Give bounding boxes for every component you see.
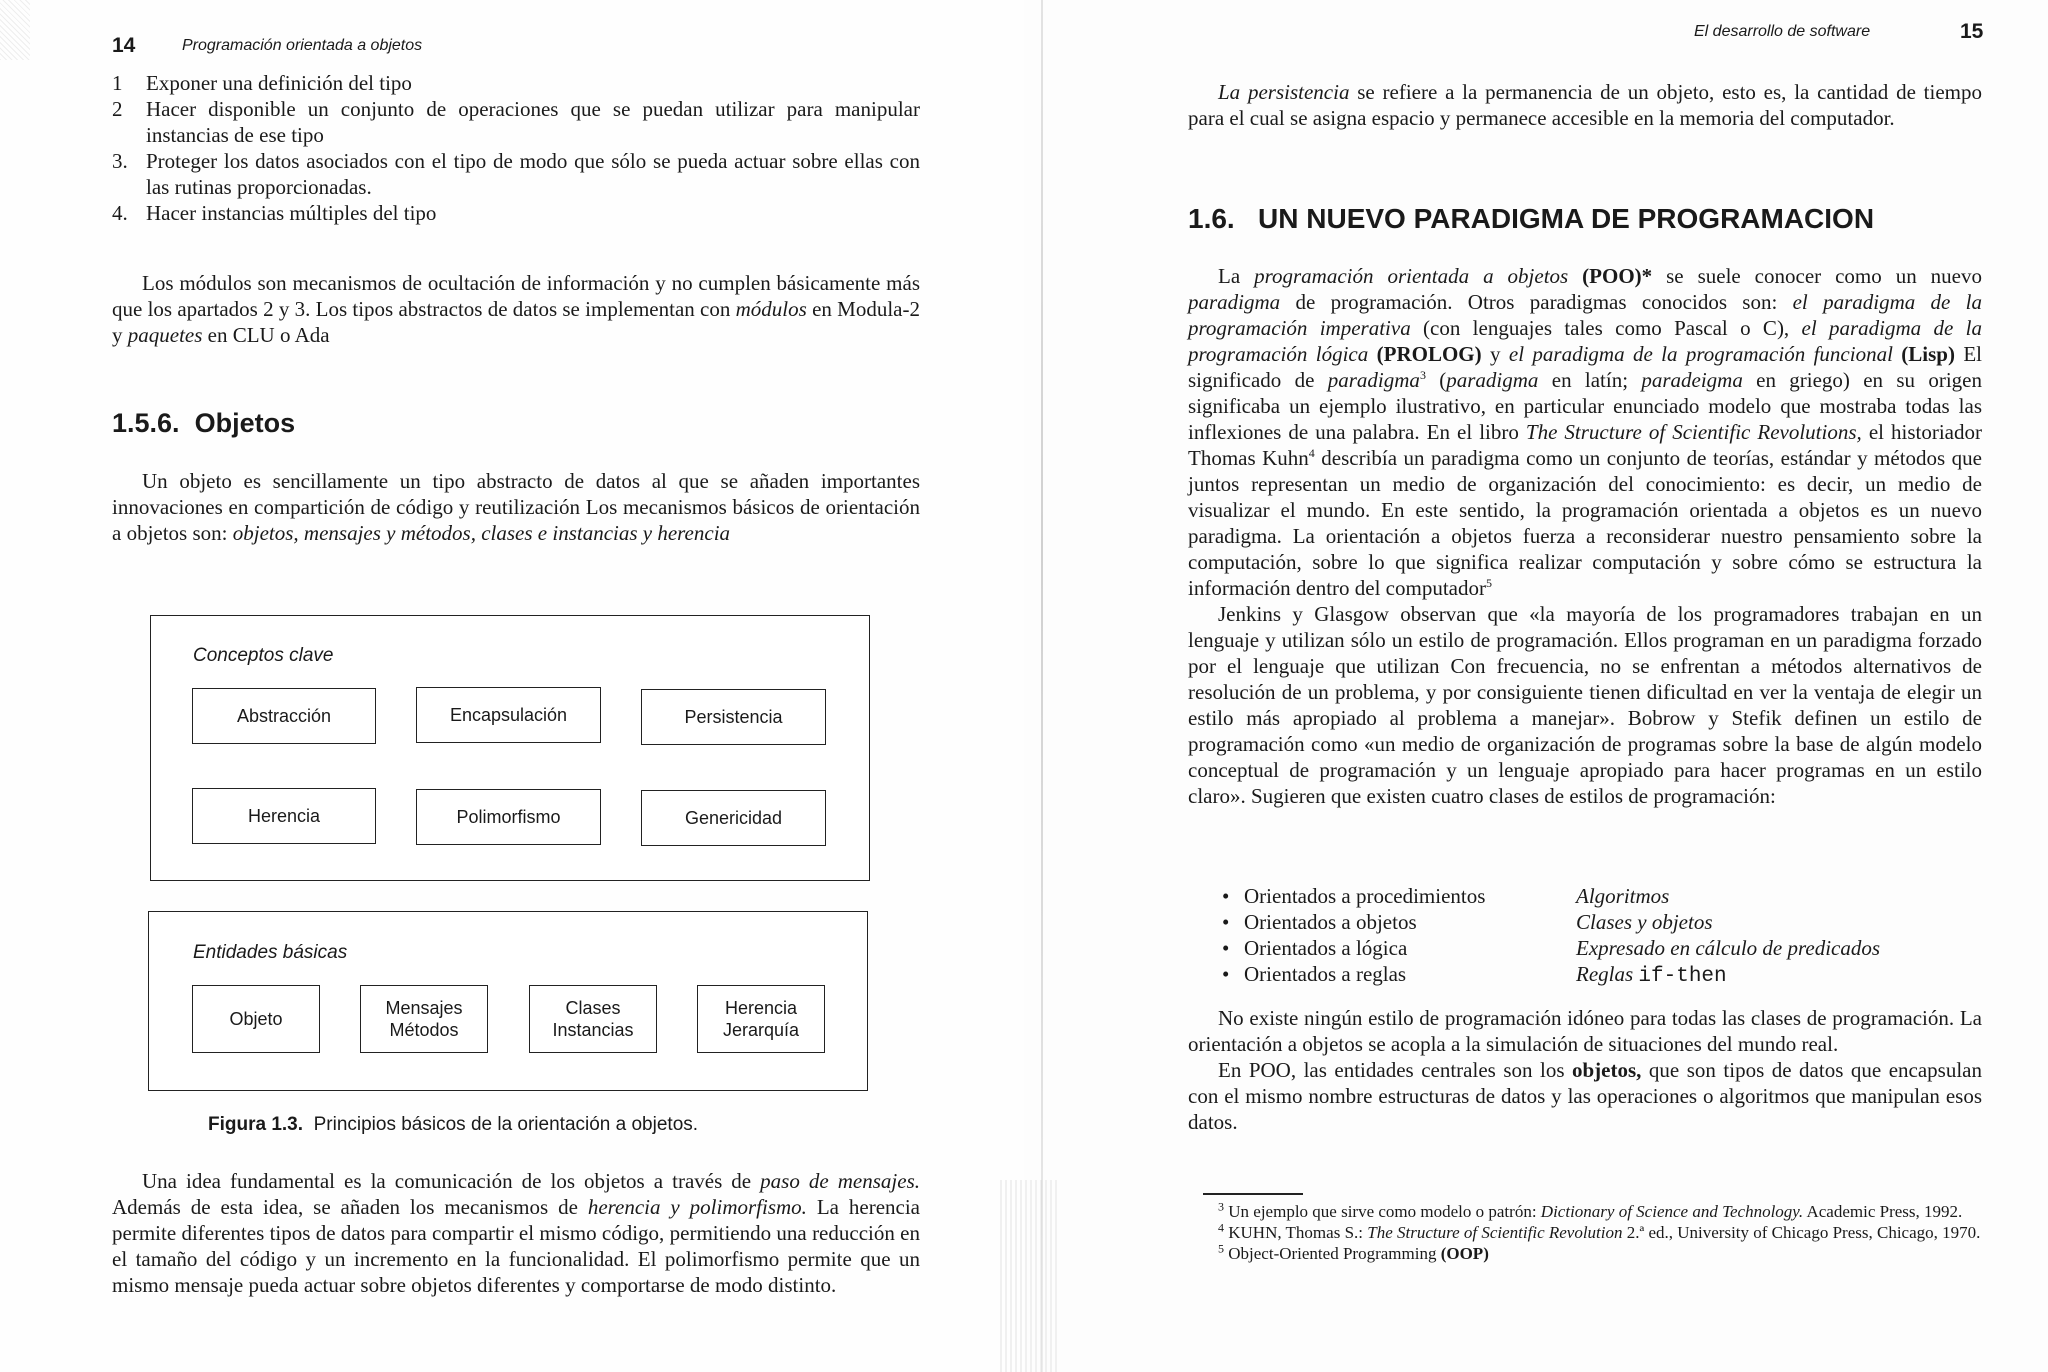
concept-box: Abstracción: [192, 688, 376, 744]
section-heading-paradigma: 1.6. UN NUEVO PARADIGMA DE PROGRAMACION: [1188, 203, 1875, 234]
footnote: $^3$ Un ejemplo que sirve como modelo o patrón: Dictionary of Science and Technology. Academic Press, 1992.: [1218, 1199, 1963, 1221]
book-gutter: [1041, 0, 1043, 1372]
right-page-number: 15: [1960, 20, 1984, 43]
concept-box: Persistencia: [641, 689, 826, 745]
list-item: • Orientados a objetos Clases y objetos: [1222, 910, 1713, 934]
basic-entities-title: Entidades básicas: [193, 942, 348, 963]
list-item: 4. Hacer instancias múltiples del tipo: [112, 201, 437, 225]
list-item: 1 Exponer una definición del tipo: [112, 71, 412, 95]
footnote: $^4$ KUHN, Thomas S.: The Structure of Scientific Revolution 2.ª ed., University of Chicago Press, Chicago, 1970.: [1218, 1220, 1981, 1242]
concept-box: Polimorfismo: [416, 789, 601, 845]
entity-box: Clases Instancias: [529, 985, 657, 1053]
list-item: • Orientados a procedimientos Algoritmos: [1222, 884, 1670, 908]
paragraph-no-style: No existe ningún estilo de programación idóneo para todas las clases de programación. La orientación a objetos se acopla a la simulación de situaciones del mundo real.: [1188, 1006, 1982, 1056]
list-item: • Orientados a reglas Reglas if-then: [1222, 962, 1727, 988]
programming-styles-list: [1222, 883, 1982, 987]
scan-edge-artifact: [0, 0, 30, 60]
paragraph-messages: Una idea fundamental es la comunicación de los objetos a través de paso de mensajes. Además de esta idea, se añaden los mecanismos de herencia y polimorfismo. La herencia permite diferentes tipos de datos para compartir el mismo código, permitiendo una reducción en el tamaño del código y un incremento en la funcionalidad. El polimorfismo permite que un mismo mensaje pueda actuar sobre objetos diferentes y comportarse de modo distinto.: [112, 1169, 921, 1297]
left-page-number: 14: [112, 34, 136, 57]
right-running-head: El desarrollo de software: [1694, 23, 1871, 40]
entity-box: Herencia Jerarquía: [697, 985, 825, 1053]
concept-box: Herencia: [192, 788, 376, 844]
footnote: $^5$ Object-Oriented Programming (OOP): [1218, 1241, 1489, 1263]
gutter-shadow: [1000, 1180, 1060, 1372]
entity-box: Mensajes Métodos: [360, 985, 488, 1053]
paragraph-paradigm: La programación orientada a objetos (POO)* se suele conocer como un nuevo paradigma de programación. Otros paradigmas conocidos son: el paradigma de la programación imperativa (con lenguajes tales como Pascal o C), el paradigma de la programación lógica (PROLOG) y el paradigma de la programación funcional (Lisp) El significado de paradigma$^3$ (paradigma en latín; paradeigma en griego) en su origen significaba un ejemplo ilustrativo, en particular enunciado modelo que mostraba todas las inflexiones de una palabra. En el libro The Structure of Scientific Revolutions, el historiador Thomas Kuhn$^4$ describía un paradigma como un conjunto de teorías, estándar y métodos que juntos representan un medio de organización del conocimiento: es decir, un medio de visualizar el mundo. En este sentido, la programación orientada a objetos es un nuevo paradigma. La orientación a objetos fuerza a reconsiderar nuestro pensamiento sobre la computación, sobre lo que significa realizar computación y sobre cómo se estructura la información dentro del computador$^5$ Jenkins y Glasgow observan que «la mayoría de los programadores trabajan en un lenguaje y utilizan sólo un estilo de programación. Ellos programan en un paradigma forzado por el lenguaje que utilizan Con frecuencia, no se enfrentan a métodos alternativos de resolución de un problema, y por consiguiente tienen dificultad en ver la ventaja de elegir un estilo más apropiado al problema a manejar». Bobrow y Stefik definen un estilo de programación como «un medio de organización de programas sobre la base de algún modelo conceptual de programación y un lenguaje apropiado para hacer programas en un estilo claro». Sugieren que existen cuatro clases de estilos de programación:: [1188, 264, 1983, 808]
key-concepts-title: Conceptos clave: [193, 645, 334, 666]
paragraph-modules: Los módulos son mecanismos de ocultación de información y no cumplen básicamente más que los apartados 2 y 3. Los tipos abstractos de datos se implementan con módulos en Modula-2 y paquetes en CLU o Ada: [112, 271, 920, 347]
list-item: 2 Hacer disponible un conjunto de operaciones que se puedan utilizar para manipular instancias de ese tipo: [112, 97, 920, 147]
numbered-list: [112, 70, 920, 226]
list-item: • Orientados a lógica Expresado en cálculo de predicados: [1222, 936, 1881, 960]
footnotes: [1188, 1201, 1982, 1264]
paragraph-closing: [1188, 1005, 1982, 1135]
section-heading-objetos: 1.5.6. Objetos: [112, 408, 296, 438]
paragraph-persistence: La persistencia se refiere a la permanencia de un objeto, esto es, la cantidad de tiempo para el cual se asigna espacio y permanece accesible en la memoria del computador.: [1188, 80, 1982, 130]
figure-caption: Figura 1.3. Principios básicos de la orientación a objetos.: [208, 1114, 699, 1135]
paragraph-poo: En POO, las entidades centrales son los objetos, que son tipos de datos que encapsulan con el mismo nombre estructuras de datos y las operaciones o algoritmos que manipulan esos datos.: [1188, 1058, 1982, 1134]
list-item: 3. Proteger los datos asociados con el tipo de modo que sólo se pueda actuar sobre ellas con las rutinas proporcionadas.: [112, 149, 920, 199]
concept-box: Encapsulación: [416, 687, 601, 743]
paragraph-objects: Un objeto es sencillamente un tipo abstracto de datos al que se añaden importantes innovaciones en compartición de código y reutilización Los mecanismos básicos de orientación a objetos son: objetos, mensajes y métodos, clases e instancias y herencia: [112, 469, 920, 545]
footnote-rule: [1203, 1193, 1303, 1195]
entity-box: Objeto: [192, 985, 320, 1053]
left-running-head: Programación orientada a objetos: [182, 37, 423, 54]
concept-box: Genericidad: [641, 790, 826, 846]
paragraph-jenkins: Jenkins y Glasgow observan que «la mayoría de los programadores trabajan en un lenguaje y utilizan sólo un estilo de programación. Ellos programan en un paradigma forzado por el lenguaje que utilizan Con frecuencia, no se enfrentan a métodos alternativos de resolución de un problema, y por consiguiente tienen dificultad en ver la ventaja de elegir un estilo más apropiado al problema a manejar». Bobrow y Stefik definen un estilo de programación como «un medio de organización de programas sobre la base de algún modelo conceptual de programación y un lenguaje apropiado para hacer programas en un estilo claro». Sugieren que existen cuatro clases de estilos de programación:: [1188, 602, 1982, 808]
